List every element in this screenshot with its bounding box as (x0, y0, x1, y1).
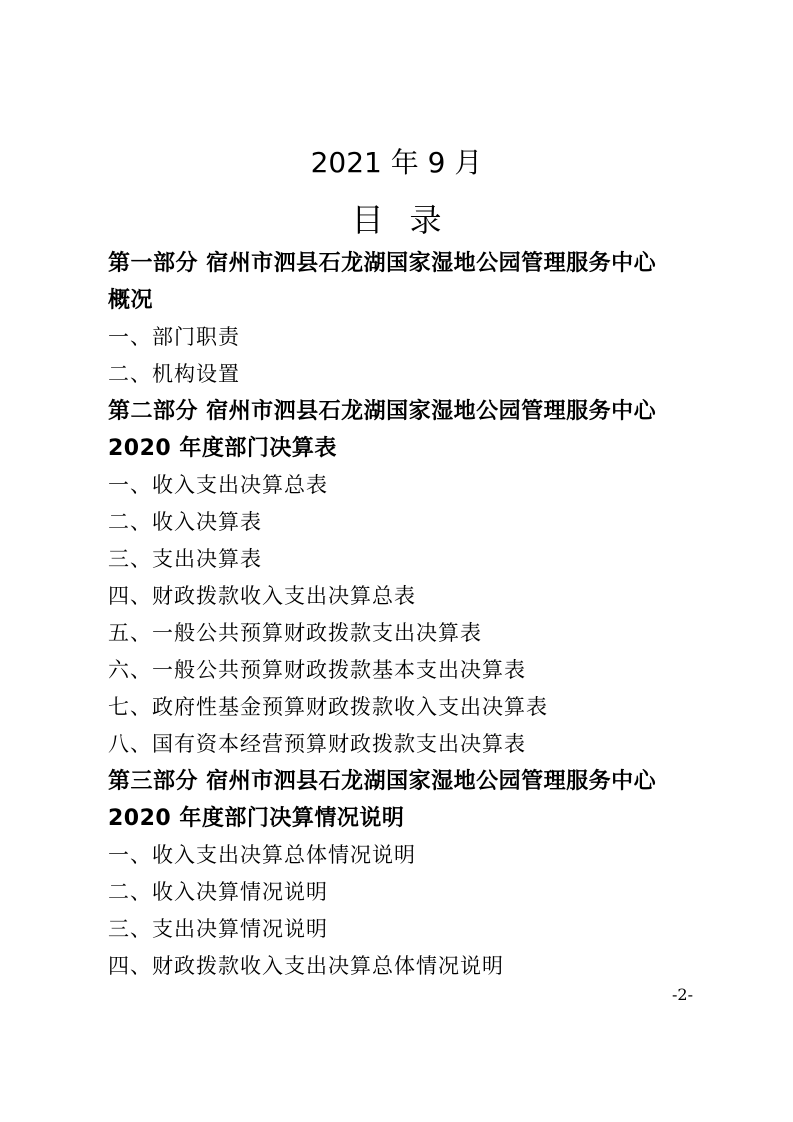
toc-item: 八、国有资本经营预算财政拨款支出决算表 (108, 732, 526, 756)
toc-item: 二、机构设置 (108, 362, 240, 386)
toc-title: 目录 (351, 201, 468, 239)
toc-part-heading: 第一部分 宿州市泗县石龙湖国家湿地公园管理服务中心 (108, 251, 657, 276)
toc-item: 一、部门职责 (108, 325, 240, 349)
toc-part-heading: 第三部分 宿州市泗县石龙湖国家湿地公园管理服务中心 (108, 769, 657, 794)
toc-item: 一、收入支出决算总表 (108, 473, 328, 497)
document-date: 2021 年 9 月 (310, 146, 483, 179)
toc-part-heading: 2020 年度部门决算表 (108, 436, 337, 461)
toc-item: 六、一般公共预算财政拨款基本支出决算表 (108, 658, 526, 682)
toc-part-heading: 第二部分 宿州市泗县石龙湖国家湿地公园管理服务中心 (108, 399, 657, 424)
toc-item: 一、收入支出决算总体情况说明 (108, 843, 416, 867)
toc-item: 四、财政拨款收入支出决算总表 (108, 584, 416, 608)
toc-item: 二、收入决算表 (108, 510, 262, 534)
toc-item: 四、财政拨款收入支出决算总体情况说明 (108, 954, 504, 978)
toc-item: 七、政府性基金预算财政拨款收入支出决算表 (108, 695, 548, 719)
toc-item: 五、一般公共预算财政拨款支出决算表 (108, 621, 482, 645)
page-number: -2- (672, 985, 693, 1004)
toc-item: 三、支出决算情况说明 (108, 917, 328, 941)
toc-part-heading: 概况 (108, 288, 154, 313)
table-of-contents (108, 245, 708, 985)
toc-part-heading: 2020 年度部门决算情况说明 (108, 806, 405, 831)
toc-item: 三、支出决算表 (108, 547, 262, 571)
toc-item: 二、收入决算情况说明 (108, 880, 328, 904)
